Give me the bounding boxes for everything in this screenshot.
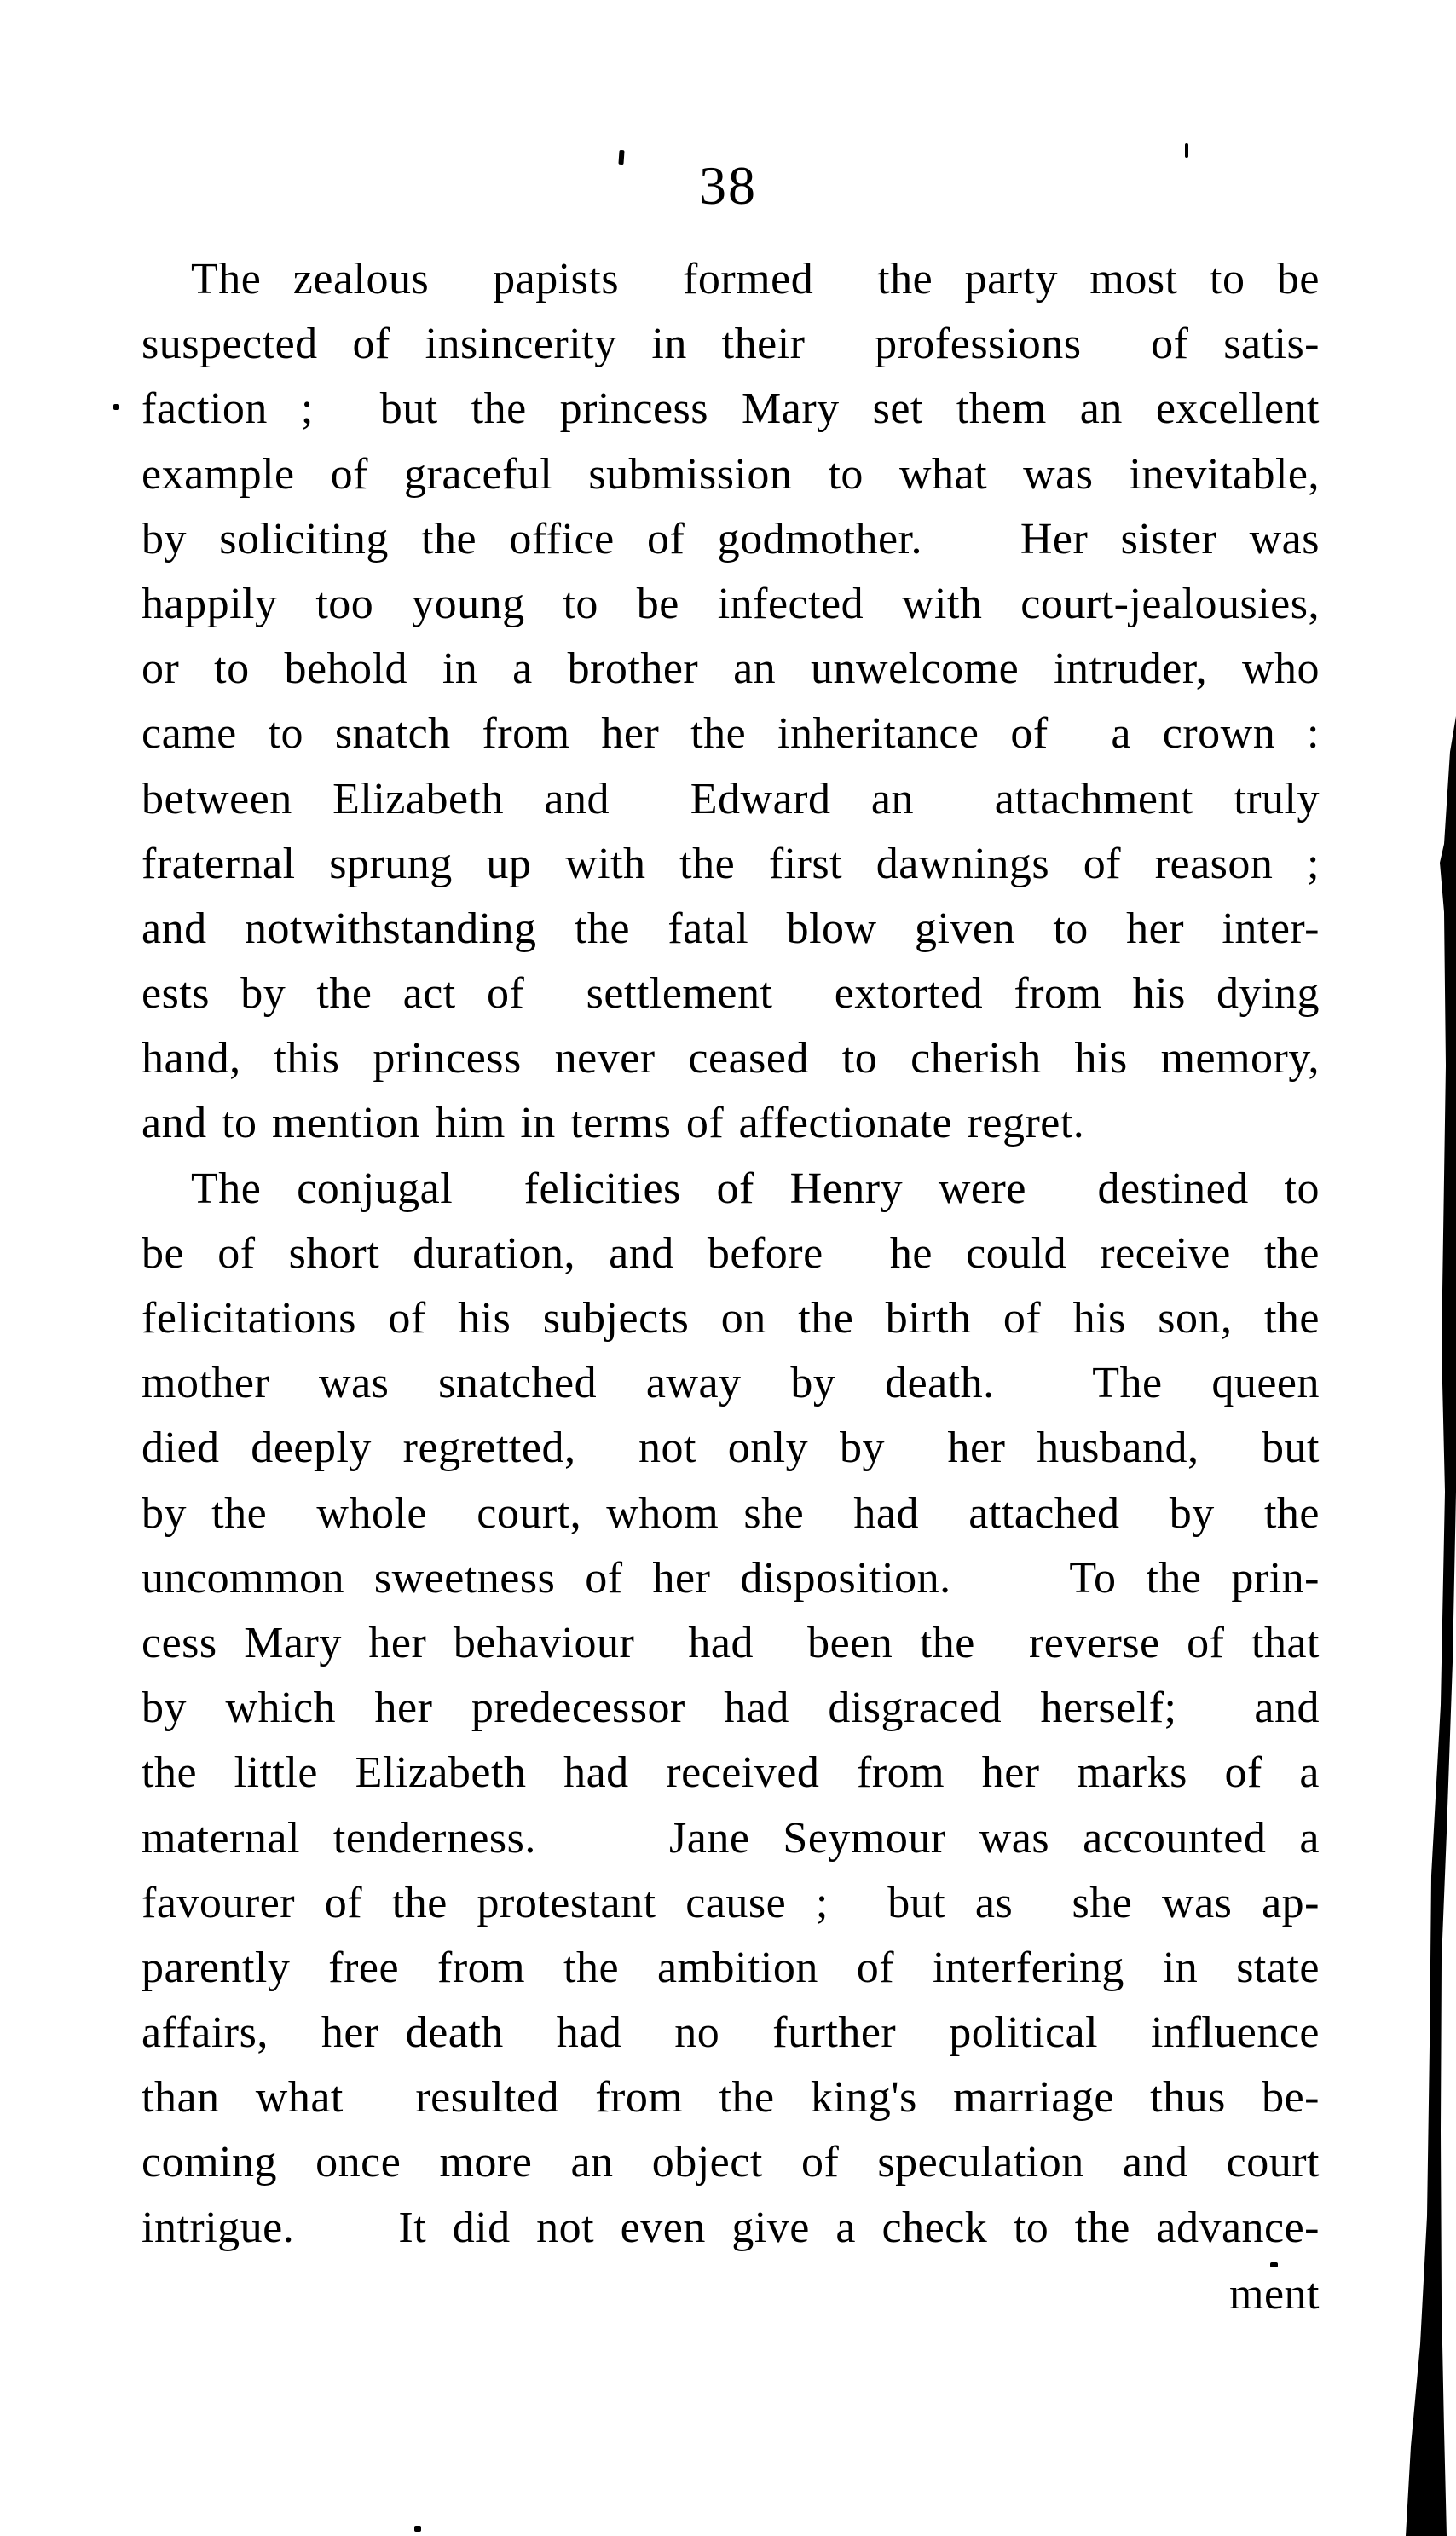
text-line: by soliciting the office of godmother. Her sister was (142, 514, 1320, 563)
text-line: favourer of the protestant cause ; but as she was ap- (142, 1878, 1320, 1927)
text-line: mother was snatched away by death. The queen (142, 1359, 1320, 1408)
text-block (142, 247, 1320, 2261)
text-line: example of graceful submission to what was inevitable, (142, 449, 1320, 499)
ink-speck (414, 2526, 421, 2532)
text-line: maternal tenderness. Jane Seymour was accounted a (142, 1813, 1320, 1863)
text-line: suspected of insincerity in their professions of satis- (142, 320, 1320, 369)
text-line: happily too young to be infected with court-jealousies, (142, 579, 1320, 628)
text-line: came to snatch from her the inheritance of a crown : (142, 709, 1320, 759)
text-line: parently free from the ambition of interfering in state (142, 1943, 1320, 1992)
text-line: ests by the act of settlement extorted from his dying (142, 969, 1320, 1019)
text-line: intrigue. It did not even give a check to the advance- (142, 2203, 1320, 2252)
ink-speck (1185, 143, 1188, 158)
text-line: and notwithstanding the fatal blow given to her inter- (142, 904, 1320, 953)
text-line: by which her predecessor had disgraced herself; and (142, 1684, 1320, 1733)
text-line: between Elizabeth and Edward an attachment truly (142, 774, 1320, 823)
text-line: faction ; but the princess Mary set them an excellent (142, 384, 1320, 434)
text-line: the little Elizabeth had received from her marks of a (142, 1748, 1320, 1798)
text-line: cess Mary her behaviour had been the reverse of that (142, 1618, 1320, 1667)
text-line: be of short duration, and before he could receive the (142, 1228, 1320, 1278)
text-line: affairs, her death had no further political influence (142, 2008, 1320, 2058)
text-line: The conjugal felicities of Henry were destined to (191, 1164, 1320, 1213)
text-line: died deeply regretted, not only by her husband, but (142, 1424, 1320, 1473)
text-line: uncommon sweetness of her disposition. To the prin- (142, 1553, 1320, 1603)
text-line: The zealous papists formed the party most to be (191, 255, 1320, 303)
text-line: or to behold in a brother an unwelcome intruder, who (142, 644, 1320, 694)
ink-speck (618, 150, 624, 165)
page-number: 38 (699, 155, 757, 216)
text-line: coming once more an object of speculation and court (142, 2138, 1320, 2187)
text-line: and to mention him in terms of affectionate regret. (142, 1099, 1085, 1148)
text-line: hand, this princess never ceased to cherish his memory, (142, 1034, 1320, 1083)
text-line: felicitations of his subjects on the birth of his son, the (142, 1294, 1320, 1343)
catchword: ment (1229, 2270, 1320, 2319)
ink-speck (1270, 2262, 1278, 2267)
text-line: fraternal sprung up with the first dawnings of reason ; (142, 839, 1320, 888)
text-line: than what resulted from the king's marriage thus be- (142, 2073, 1320, 2123)
text-line: by the whole court, whom she had attached by the (142, 1488, 1320, 1538)
ink-speck (113, 404, 119, 410)
